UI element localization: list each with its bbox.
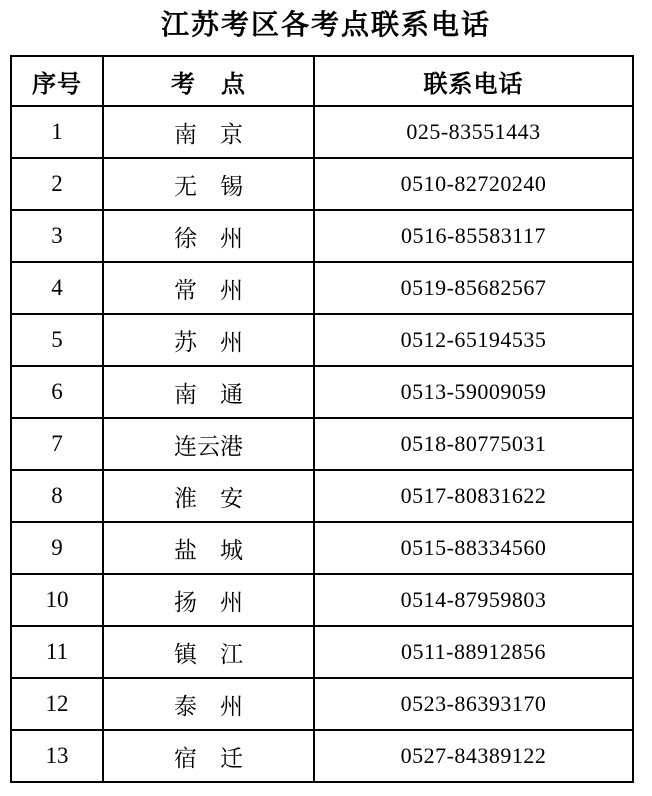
table-row [11, 730, 633, 782]
row-number-cell: 6 [11, 366, 103, 418]
phone-cell: 0519-85682567 [314, 262, 633, 314]
site-cell: 泰 州 [103, 678, 314, 730]
table-row [11, 470, 633, 522]
phone-cell: 0515-88334560 [314, 522, 633, 574]
phone-cell: 0513-59009059 [314, 366, 633, 418]
table-row [11, 678, 633, 730]
site-cell: 南 通 [103, 366, 314, 418]
site-cell: 盐 城 [103, 522, 314, 574]
site-cell: 徐 州 [103, 210, 314, 262]
row-number-cell: 3 [11, 210, 103, 262]
phone-cell: 0512-65194535 [314, 314, 633, 366]
table-row [11, 210, 633, 262]
site-cell: 常 州 [103, 262, 314, 314]
header-no: 序号 [11, 56, 103, 106]
table-row [11, 262, 633, 314]
phone-cell: 0514-87959803 [314, 574, 633, 626]
site-cell: 苏 州 [103, 314, 314, 366]
table-header-row [11, 56, 633, 106]
site-cell: 无 锡 [103, 158, 314, 210]
phone-cell: 0518-80775031 [314, 418, 633, 470]
table-row [11, 418, 633, 470]
site-cell: 宿 迁 [103, 730, 314, 782]
table-row [11, 158, 633, 210]
row-number-cell: 9 [11, 522, 103, 574]
table-row [11, 366, 633, 418]
site-cell: 南 京 [103, 106, 314, 158]
phone-cell: 0510-82720240 [314, 158, 633, 210]
phone-cell: 0527-84389122 [314, 730, 633, 782]
row-number-cell: 13 [11, 730, 103, 782]
page-title: 江苏考区各考点联系电话 [160, 9, 491, 40]
table-row [11, 314, 633, 366]
site-cell: 镇 江 [103, 626, 314, 678]
phone-cell: 0517-80831622 [314, 470, 633, 522]
row-number-cell: 4 [11, 262, 103, 314]
table-row [11, 574, 633, 626]
phone-cell: 0511-88912856 [314, 626, 633, 678]
row-number-cell: 8 [11, 470, 103, 522]
phone-cell: 0516-85583117 [314, 210, 633, 262]
phone-cell: 025-83551443 [314, 106, 633, 158]
row-number-cell: 12 [11, 678, 103, 730]
row-number-cell: 5 [11, 314, 103, 366]
row-number-cell: 2 [11, 158, 103, 210]
site-cell: 扬 州 [103, 574, 314, 626]
table-row [11, 626, 633, 678]
row-number-cell: 1 [11, 106, 103, 158]
row-number-cell: 11 [11, 626, 103, 678]
contacts-table [10, 55, 634, 783]
row-number-cell: 7 [11, 418, 103, 470]
table-row [11, 106, 633, 158]
row-number-cell: 10 [11, 574, 103, 626]
header-phone: 联系电话 [314, 56, 633, 106]
header-site: 考 点 [103, 56, 314, 106]
phone-cell: 0523-86393170 [314, 678, 633, 730]
table-row [11, 522, 633, 574]
site-cell: 连云港 [103, 418, 314, 470]
site-cell: 淮 安 [103, 470, 314, 522]
